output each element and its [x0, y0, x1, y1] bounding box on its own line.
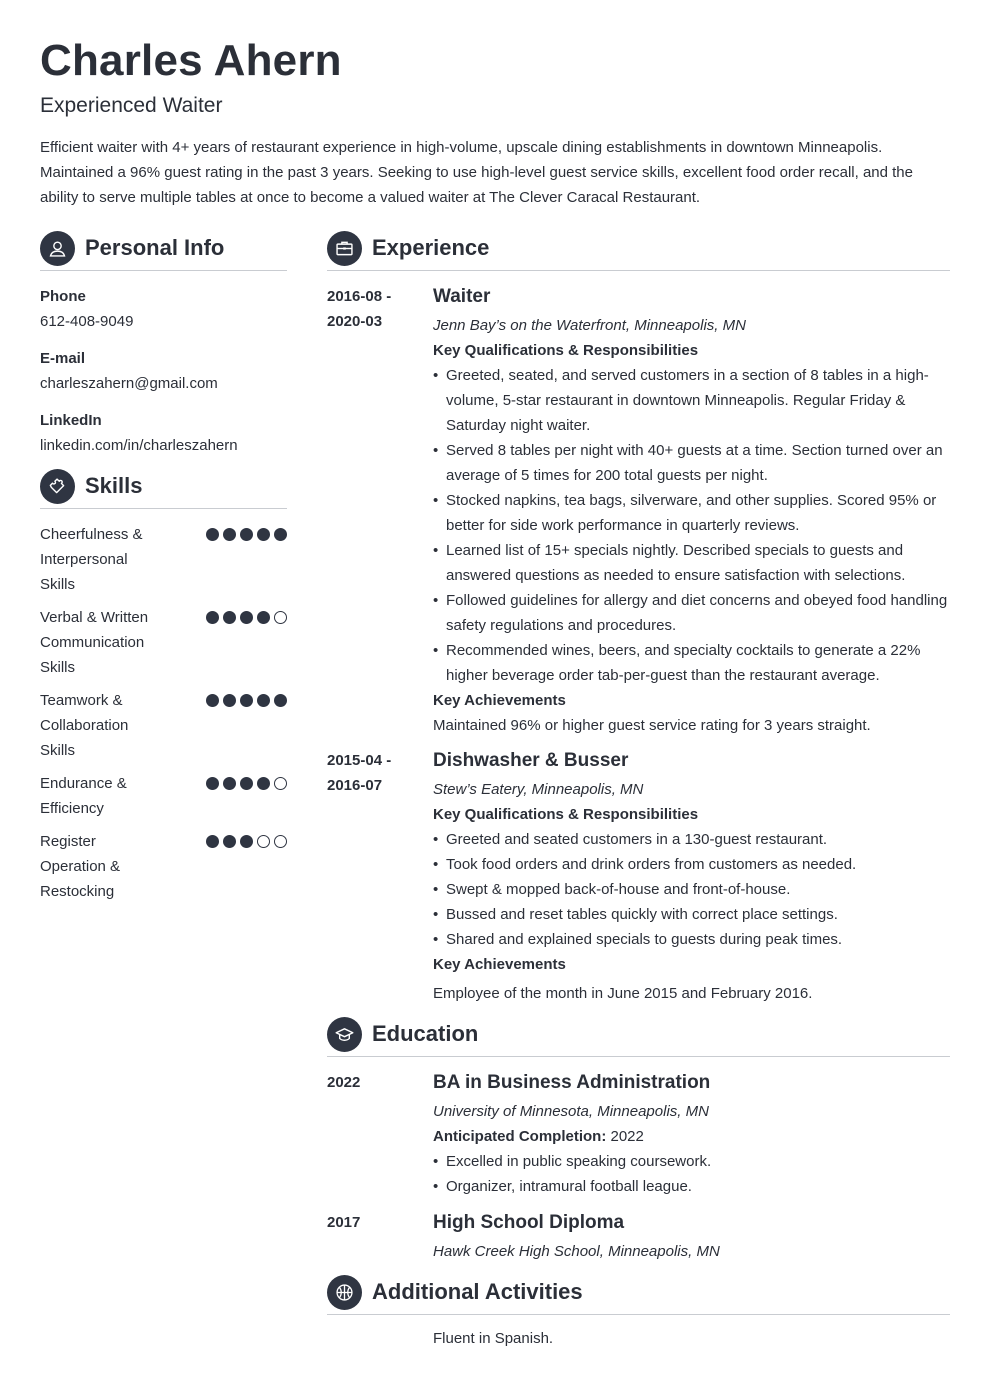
- school-name: University of Minnesota, Minneapolis, MN: [433, 1103, 709, 1120]
- activities-title: Additional Activities: [372, 1279, 583, 1304]
- rating-dot-filled: [206, 694, 219, 707]
- skill-row: [40, 829, 287, 904]
- skill-name: Teamwork & Collaboration Skills: [40, 692, 129, 759]
- responsibilities-list: [433, 363, 950, 688]
- job-title: Dishwasher & Busser: [433, 750, 629, 771]
- activity-text: Fluent in Spanish.: [433, 1330, 554, 1347]
- date-end: 2016-07: [327, 777, 383, 794]
- education-entry: [327, 1210, 950, 1264]
- rating-dot-filled: [240, 528, 253, 541]
- skill-name: Cheerfulness & Interpersonal Skills: [40, 526, 143, 593]
- entry-date: [327, 748, 433, 1006]
- skill-row: [40, 522, 287, 597]
- rating-dot-filled: [206, 528, 219, 541]
- skill-rating: [206, 777, 287, 790]
- rating-dot-filled: [223, 528, 236, 541]
- skills-header: [40, 468, 287, 509]
- rating-dot-filled: [223, 777, 236, 790]
- activity-entry: [327, 1326, 950, 1351]
- skill-row: [40, 771, 287, 821]
- briefcase-icon: [327, 231, 362, 266]
- skills-list: [40, 522, 287, 904]
- skill-rating: [206, 835, 287, 848]
- skill-name: Endurance & Efficiency: [40, 775, 127, 817]
- achievement-text: Maintained 96% or higher guest service rating for 3 years straight.: [433, 717, 871, 734]
- list-item: • Greeted and seated customers in a 130-guest restaurant.: [433, 827, 950, 852]
- list-item: • Took food orders and drink orders from customers as needed.: [433, 852, 950, 877]
- resume-summary: Efficient waiter with 4+ years of restaurant experience in high-volume, upscale dining establishments in downtown Minneapolis. Maintained a 96% guest rating in the past 3 years. Seeking to use high-level guest service skills, excellent food order recall, and the ability to serve multiple tables at once to become a valued waiter at The Clever Caracal Restaurant.: [40, 139, 913, 206]
- rating-dot-empty: [257, 835, 270, 848]
- achievements-heading: Key Achievements: [433, 956, 566, 973]
- skill-name: Verbal & Written Communication Skills: [40, 609, 149, 676]
- list-item: • Greeted, seated, and served customers in a section of 8 tables in a high-volume, 5-star restaurant in downtown Minneapolis. Regular Friday & Saturday night waiter.: [433, 363, 950, 438]
- school-name: Hawk Creek High School, Minneapolis, MN: [433, 1243, 720, 1260]
- responsibilities-list: [433, 827, 950, 952]
- responsibilities-heading: Key Qualifications & Responsibilities: [433, 342, 699, 359]
- date-start: 2015-04 -: [327, 752, 392, 769]
- puzzle-icon: [40, 469, 75, 504]
- rating-dot-filled: [240, 694, 253, 707]
- personal-info-title: Personal Info: [85, 235, 225, 260]
- rating-dot-filled: [223, 835, 236, 848]
- linkedin-value: linkedin.com/in/charleszahern: [40, 437, 238, 454]
- rating-dot-filled: [274, 694, 287, 707]
- entry-date: [327, 284, 433, 738]
- resume-name: Charles Ahern: [40, 36, 342, 85]
- rating-dot-filled: [274, 528, 287, 541]
- rating-dot-filled: [257, 611, 270, 624]
- rating-dot-filled: [240, 777, 253, 790]
- basketball-icon: [327, 1275, 362, 1310]
- rating-dot-filled: [257, 777, 270, 790]
- list-item: • Stocked napkins, tea bags, silverware, and other supplies. Scored 95% or better for side work performance in quarterly reviews.: [433, 488, 950, 538]
- skill-name: Register Operation & Restocking: [40, 833, 121, 900]
- rating-dot-filled: [240, 611, 253, 624]
- achievement-text: Employee of the month in June 2015 and February 2016.: [433, 985, 813, 1002]
- education-header: [327, 1016, 950, 1057]
- list-item: • Served 8 tables per night with 40+ guests at a time. Section turned over an average of 5 times for 200 total guests per night.: [433, 438, 950, 488]
- graduation-cap-icon: [327, 1017, 362, 1052]
- phone-value: 612-408-9049: [40, 313, 134, 330]
- email-value: charleszahern@gmail.com: [40, 375, 218, 392]
- entry-date: 2017: [327, 1214, 361, 1231]
- list-item: • Learned list of 15+ specials nightly. Described specials to guests and answered questions as needed to ensure satisfaction with selections.: [433, 538, 950, 588]
- email-label: E-mail: [40, 350, 86, 367]
- skill-rating: [206, 611, 287, 624]
- job-title: Waiter: [433, 286, 491, 307]
- left-column: [40, 230, 287, 904]
- rating-dot-empty: [274, 611, 287, 624]
- rating-dot-filled: [257, 528, 270, 541]
- education-entry: [327, 1070, 950, 1199]
- achievements-heading: Key Achievements: [433, 692, 566, 709]
- rating-dot-filled: [257, 694, 270, 707]
- resume-role: Experienced Waiter: [40, 94, 223, 117]
- degree-title: BA in Business Administration: [433, 1072, 711, 1093]
- list-item: • Followed guidelines for allergy and diet concerns and obeyed food handling safety regulations and procedures.: [433, 588, 950, 638]
- experience-title: Experience: [372, 235, 490, 260]
- entry-date: 2022: [327, 1074, 361, 1091]
- experience-entry: [327, 284, 950, 738]
- date-end: 2020-03: [327, 313, 383, 330]
- job-employer: Jenn Bay’s on the Waterfront, Minneapolis, MN: [433, 317, 746, 334]
- activities-header: [327, 1274, 950, 1315]
- rating-dot-filled: [223, 611, 236, 624]
- rating-dot-filled: [206, 835, 219, 848]
- person-icon: [40, 231, 75, 266]
- experience-entry: [327, 748, 950, 1006]
- skills-title: Skills: [85, 473, 143, 498]
- list-item: • Excelled in public speaking coursework.: [433, 1149, 950, 1174]
- completion-value: 2022: [610, 1128, 644, 1145]
- personal-info-header: [40, 230, 287, 271]
- rating-dot-filled: [206, 777, 219, 790]
- skill-rating: [206, 528, 287, 541]
- list-item: • Organizer, intramural football league.: [433, 1174, 950, 1199]
- linkedin-label: LinkedIn: [40, 412, 102, 429]
- responsibilities-heading: Key Qualifications & Responsibilities: [433, 806, 699, 823]
- rating-dot-empty: [274, 777, 287, 790]
- job-employer: Stew’s Eatery, Minneapolis, MN: [433, 781, 644, 798]
- right-column: [327, 230, 950, 1351]
- education-title: Education: [372, 1021, 479, 1046]
- date-start: 2016-08 -: [327, 288, 392, 305]
- degree-title: High School Diploma: [433, 1212, 625, 1233]
- skill-row: [40, 605, 287, 680]
- rating-dot-empty: [274, 835, 287, 848]
- list-item: • Swept & mopped back-of-house and front-of-house.: [433, 877, 950, 902]
- education-bullets: [433, 1149, 950, 1199]
- rating-dot-filled: [240, 835, 253, 848]
- rating-dot-filled: [206, 611, 219, 624]
- experience-header: [327, 230, 950, 271]
- list-item: • Recommended wines, beers, and specialty cocktails to generate a 22% higher beverage order tab-per-guest than the restaurant average.: [433, 638, 950, 688]
- entry-date-empty: [327, 1326, 433, 1351]
- completion-line: [433, 1124, 950, 1149]
- skill-row: [40, 688, 287, 763]
- list-item: • Shared and explained specials to guests during peak times.: [433, 927, 950, 952]
- phone-label: Phone: [40, 288, 86, 305]
- rating-dot-filled: [223, 694, 236, 707]
- skill-rating: [206, 694, 287, 707]
- completion-label: Anticipated Completion:: [433, 1128, 607, 1145]
- list-item: • Bussed and reset tables quickly with correct place settings.: [433, 902, 950, 927]
